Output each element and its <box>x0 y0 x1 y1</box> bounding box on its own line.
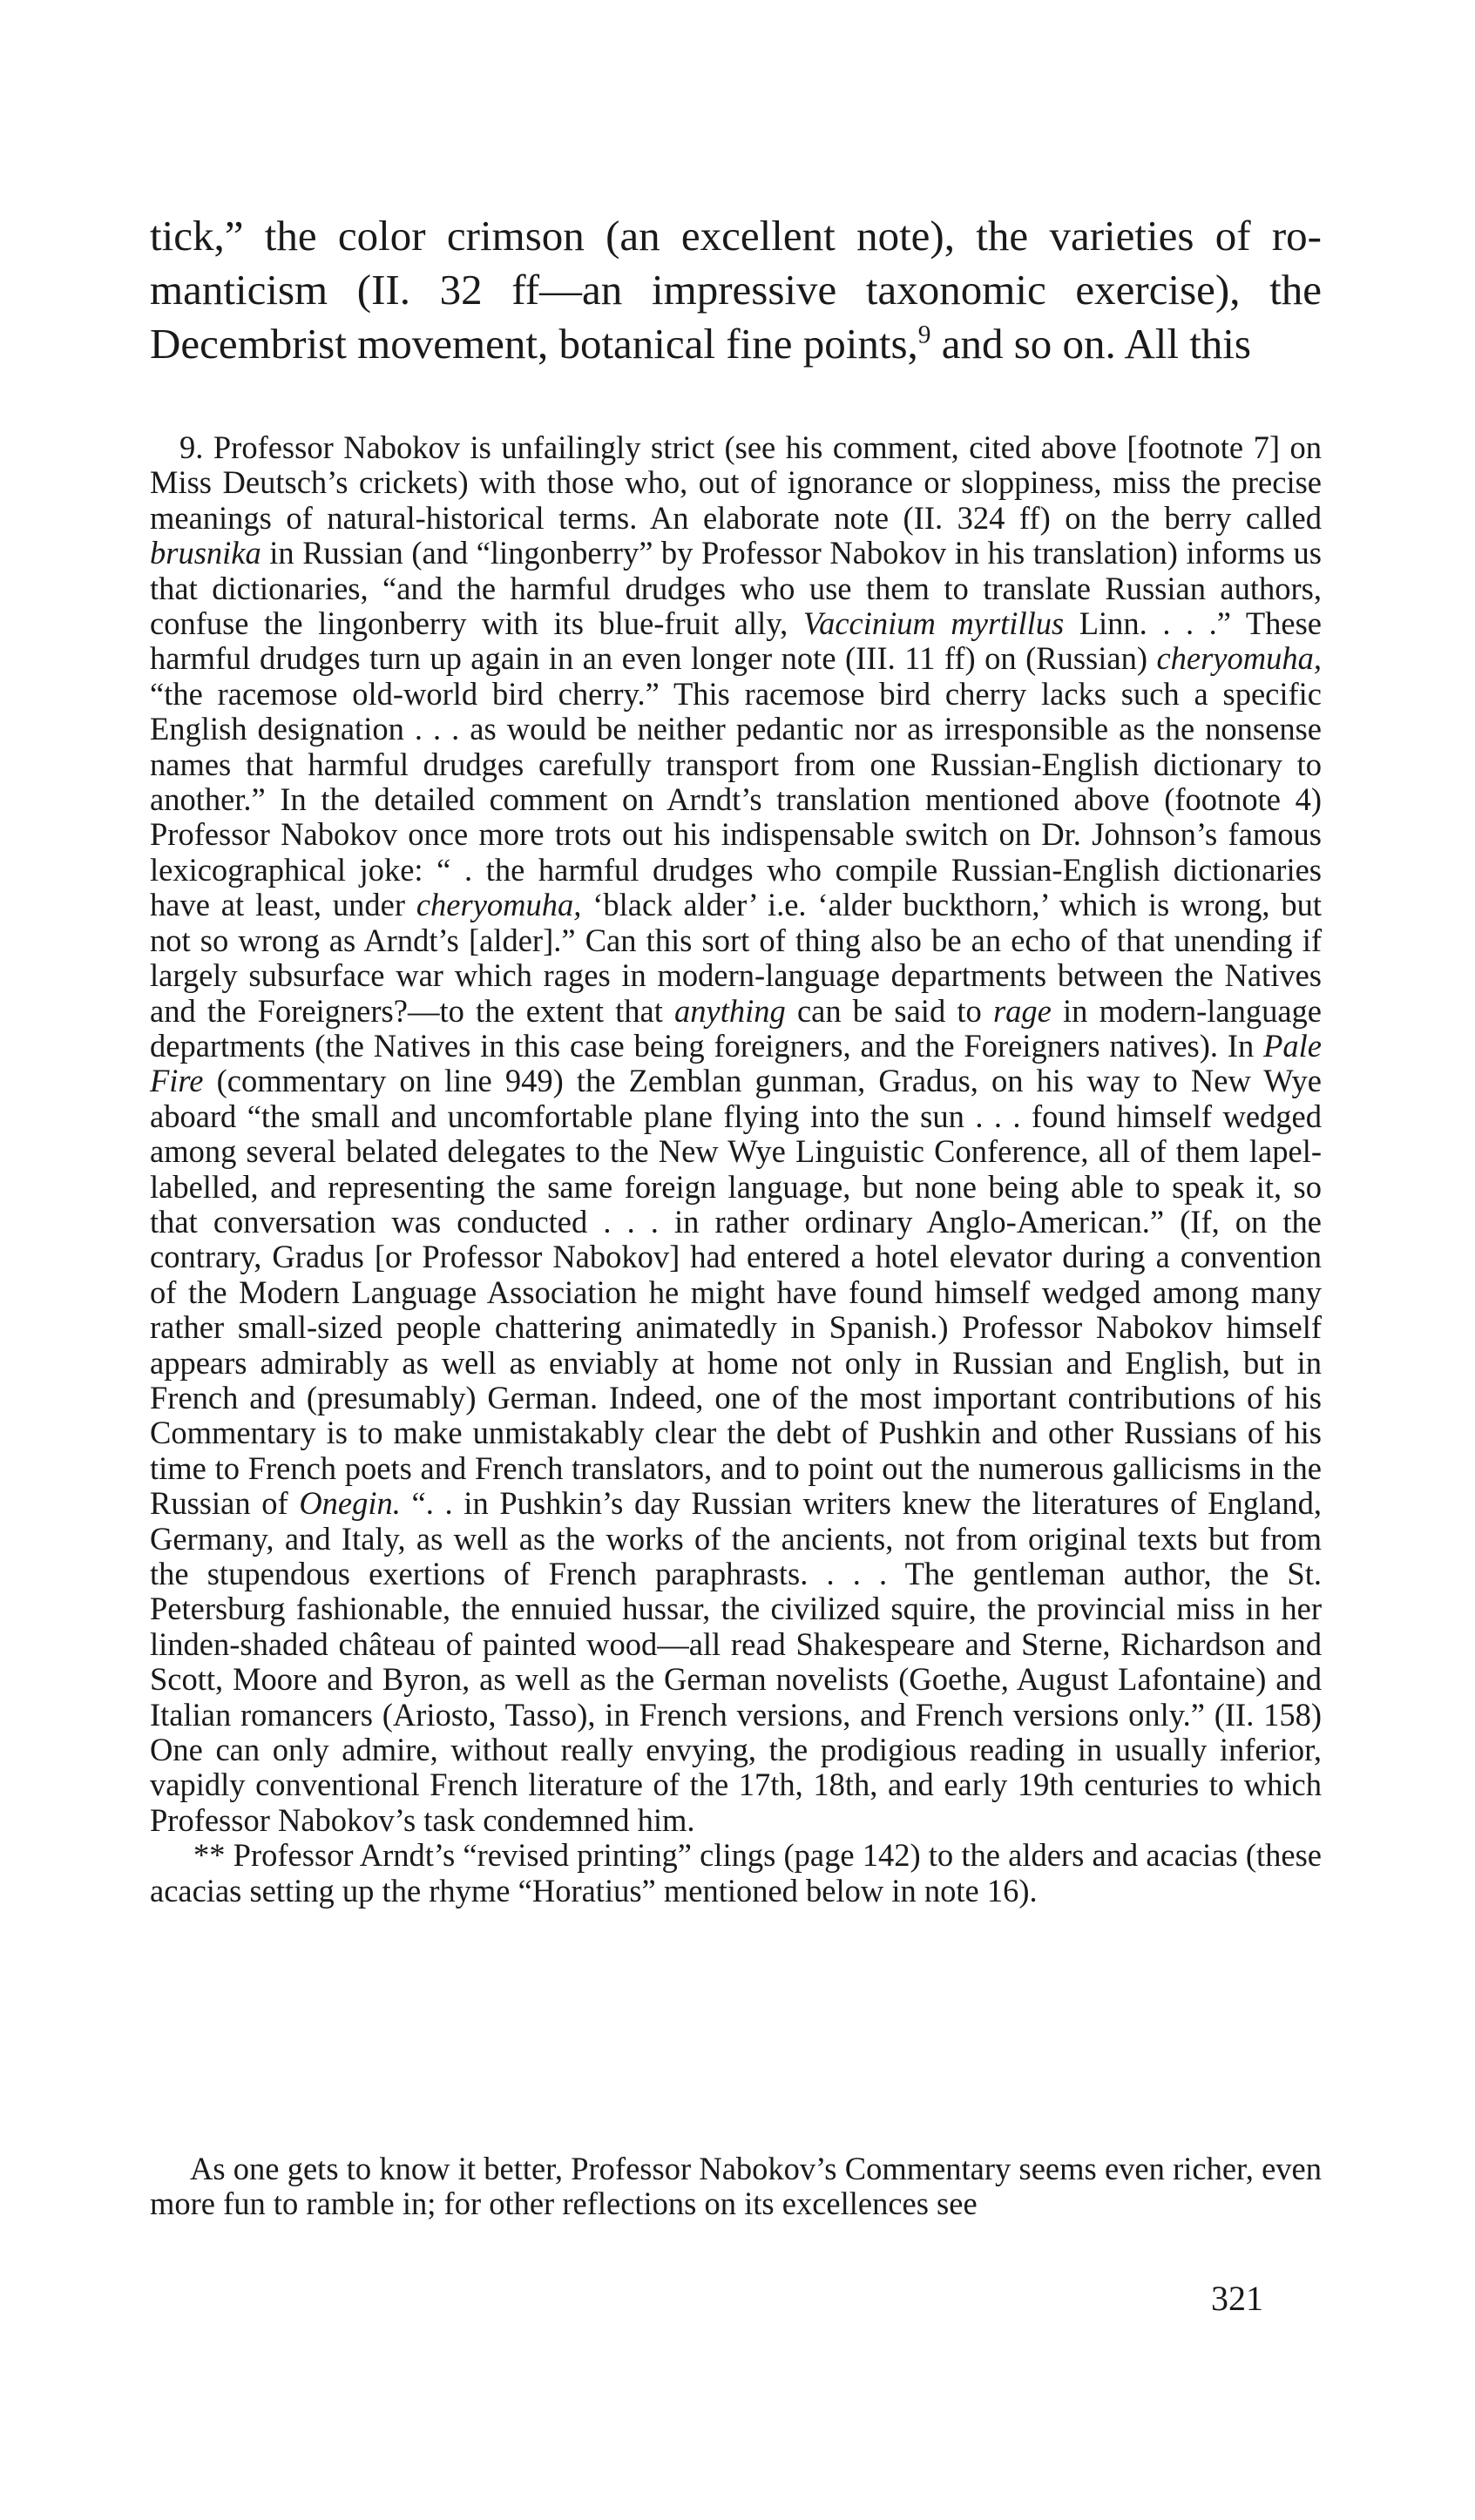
footnote-text: “the racemose old-world bird cherry.” This racemose bird cherry lacks such a specific English designation . . . as would be neither pedantic nor as irresponsible as the nonsense names that harmful drudges carefully transport from one Russian-English dictionary to another.” In the detailed comment on Arndt’s translation mentioned above (footnote 4) Professor Nabokov once more trots out his indispensable switch on Dr. Johnson’s famous lexicographical joke: “ . the harmful drudges who compile Russian-English dictionaries have at least, under <box>150 675 1322 923</box>
footnote-reference: 9 <box>917 321 931 349</box>
body-text-part-1: tick,” the color crimson (an excellent note), the varieties of romanticism (II. 32 ff—an impressive taxonomic exercise), the Decembrist movement, botanical fine points, <box>150 212 1322 368</box>
footnote-italic: Onegin. <box>299 1485 401 1522</box>
footnote-text: (commentary on line 949) the Zemblan gunman, Gradus, on his way to New Wye aboard “the small and uncomfortable plane flying into the sun . . . found himself wedged among several belated delegates to the New Wye Linguistic Conference, all of them lapel-labelled, and representing the same foreign language, but none being able to speak it, so that conversation was conducted . . . in rather ordinary Anglo-American.” (If, on the contrary, Gradus [or Professor Nabokov] had entered a hotel elevator during a convention of the Modern Language Association he might have found himself wedged among many rather small-sized people chattering animatedly in Spanish.) Professor Nabokov himself appears admirably as well as enviably at home not only in Russian and English, but in French and (presumably) German. Indeed, one of the most important contributions of his Commentary is to make unmistakably clear the debt of Pushkin and other Russians of his time to French poets and French translators, and to point out the numerous gallicisms in the Russian of <box>150 1063 1322 1522</box>
footnote-text: in Russian (and “lingonberry” by Professor Nabokov in his translation) informs us that dictionaries, “and the harmful drudges who use them to translate Russian authors, confuse the lingonberry with its blue-fruit ally, <box>150 535 1322 642</box>
footnote-9 <box>150 430 1322 1838</box>
footnote-text: can be said to <box>785 992 993 1029</box>
footnote-text: “. . in Pushkin’s day Russian writers knew the literatures of England, Germany, and Italy, as well as the works of the ancients, not from original texts but from the stupendous exertions of French paraphrasts. . . . The gentleman author, the St. Petersburg fashionable, the ennuied hussar, the civilized squire, the provincial miss in her linden-shaded château of painted wood—all read Shakespeare and Sterne, Richardson and Scott, Moore and Byron, as well as the German novelists (Goethe, August Lafontaine) and Italian romancers (Ariosto, Tasso), in French versions, and French versions only.” (II. 158) One can only admire, without really envying, the prodigious reading in usually inferior, vapidly conventional French literature of the 17th, 18th, and early 19th centuries to which Professor Nabokov’s task condemned him. <box>150 1485 1322 1838</box>
page-number: 321 <box>1211 2279 1263 2318</box>
footnote-italic: rage <box>992 992 1052 1029</box>
footnote-italic: cheryomuha, <box>1156 640 1322 677</box>
main-body-paragraph <box>150 209 1322 371</box>
footnote-italic: brusnika <box>150 535 261 571</box>
footnote-italic: cheryomuha, <box>416 887 582 923</box>
footnote-text: 9. Professor Nabokov is unfailingly strict (see his comment, cited above [footnote 7] on Miss Deutsch’s crickets) with those who, out of ignorance or sloppiness, miss the precise meanings of natural-historical terms. An elaborate note (II. 324 ff) on the berry called <box>150 429 1322 536</box>
body-text-part-2: and so on. All this <box>930 320 1251 368</box>
footnote-block <box>150 430 1322 1909</box>
sub-note: ** Professor Arndt’s “revised printing” clings (page 142) to the alders and acacias (these acacias setting up the rhyme “Horatius” mentioned below in note 16). <box>150 1837 1322 1909</box>
footnote-italic: Vaccinium myrtillus <box>802 605 1065 642</box>
footnote-text: Linn. . . .” These harmful drudges turn up again in an even longer note (III. 11 ff) on (Russian) <box>150 605 1322 677</box>
footnote-text: ‘black alder’ i.e. ‘alder buckthorn,’ which is wrong, but not so wrong as Arndt’s [alder].” Can this sort of thing also be an echo of that unending if largely subsurface war which rages in modern-language departments between the Natives and the Foreigners?—to the extent that <box>150 887 1323 1029</box>
footnote-italic: Pale Fire <box>150 1027 1322 1099</box>
footnote-italic: anything <box>674 992 786 1029</box>
continuation-paragraph: As one gets to know it better, Professor Nabokov’s Commentary seems even richer, even more fun to ramble in; for other reflections on its excellences see <box>150 2151 1322 2222</box>
footnote-text: in modern-language departments (the Natives in this case being foreigners, and the Foreigners natives). In <box>150 992 1322 1064</box>
